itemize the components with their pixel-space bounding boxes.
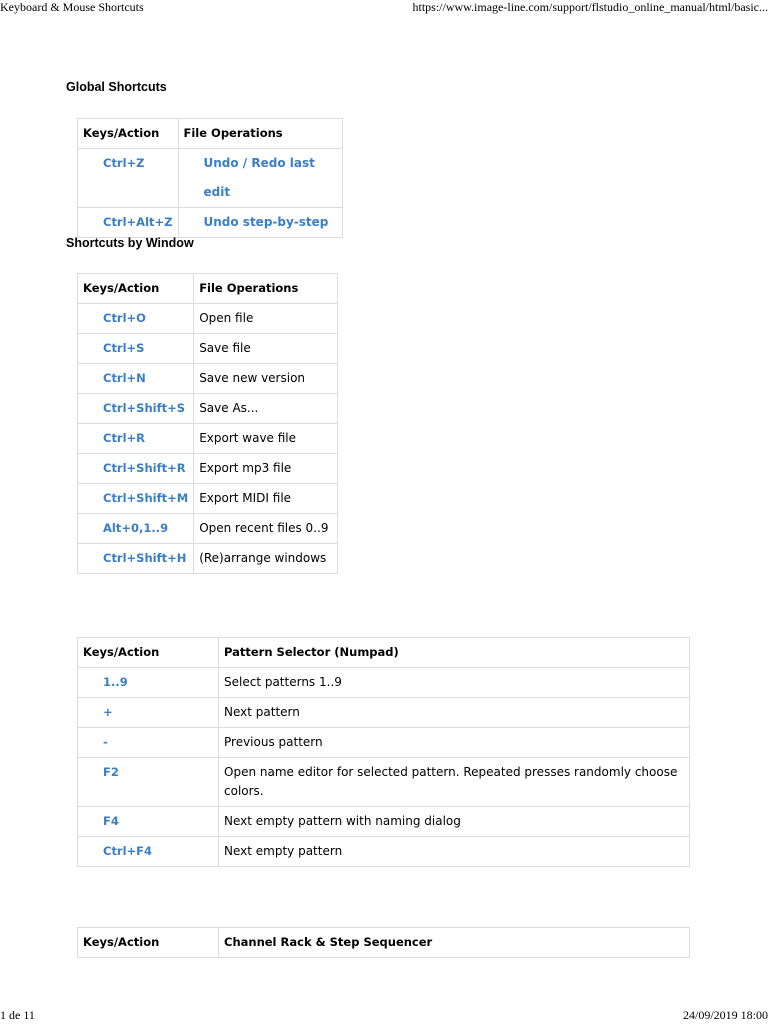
table-row	[78, 807, 690, 837]
pattern-selector-header: Pattern Selector (Numpad)	[219, 638, 690, 668]
table-row	[78, 364, 338, 394]
shortcut-key: Ctrl+Shift+S	[78, 394, 194, 424]
keys-action-header: Keys/Action	[78, 274, 194, 304]
table-row	[78, 668, 690, 698]
page-number: 1 de 11	[0, 1008, 35, 1022]
shortcut-action: Undo step-by-step	[178, 208, 343, 238]
table-row	[78, 424, 338, 454]
document-url[interactable]: https://www.image-line.com/support/flstudio_online_manual/html/basic...	[412, 0, 768, 14]
shortcut-action: Save new version	[194, 364, 338, 394]
shortcut-action: Export wave file	[194, 424, 338, 454]
table-header-row	[78, 119, 343, 149]
shortcut-action: Next empty pattern with naming dialog	[219, 807, 690, 837]
table-row	[78, 544, 338, 574]
shortcut-action: Open name editor for selected pattern. Repeated presses randomly choose colors.	[219, 758, 690, 807]
channel-rack-table	[77, 927, 690, 958]
table-row	[78, 728, 690, 758]
shortcut-key: Ctrl+F4	[78, 837, 219, 867]
shortcut-key: Ctrl+Z	[78, 149, 179, 208]
shortcut-key: Ctrl+Alt+Z	[78, 208, 179, 238]
shortcut-key: -	[78, 728, 219, 758]
shortcut-action: Undo / Redo last edit	[178, 149, 343, 208]
keys-action-header: Keys/Action	[78, 638, 219, 668]
shortcut-key: Ctrl+O	[78, 304, 194, 334]
global-shortcuts-heading: Global Shortcuts	[66, 80, 167, 94]
table-header-row	[78, 638, 690, 668]
shortcut-action: Open recent files 0..9	[194, 514, 338, 544]
shortcut-action: Next pattern	[219, 698, 690, 728]
table-row	[78, 394, 338, 424]
shortcut-key: Ctrl+Shift+M	[78, 484, 194, 514]
shortcut-action: Save file	[194, 334, 338, 364]
global-shortcuts-table	[77, 118, 343, 238]
shortcut-key: +	[78, 698, 219, 728]
shortcut-key: Ctrl+S	[78, 334, 194, 364]
shortcut-key: Ctrl+R	[78, 424, 194, 454]
table-row	[78, 334, 338, 364]
shortcut-action: (Re)arrange windows	[194, 544, 338, 574]
shortcut-key: F2	[78, 758, 219, 807]
pattern-selector-table	[77, 637, 690, 867]
shortcuts-by-window-heading: Shortcuts by Window	[66, 236, 194, 250]
table-header-row	[78, 274, 338, 304]
shortcut-key: Ctrl+Shift+H	[78, 544, 194, 574]
shortcut-key: Ctrl+Shift+R	[78, 454, 194, 484]
shortcut-key: F4	[78, 807, 219, 837]
table-row	[78, 208, 343, 238]
file-operations-table	[77, 273, 338, 574]
table-row	[78, 698, 690, 728]
channel-rack-header: Channel Rack & Step Sequencer	[219, 928, 690, 958]
keys-action-header: Keys/Action	[78, 119, 179, 149]
table-row	[78, 454, 338, 484]
document-title: Keyboard & Mouse Shortcuts	[0, 0, 144, 14]
shortcut-key: Alt+0,1..9	[78, 514, 194, 544]
shortcut-action: Open file	[194, 304, 338, 334]
table-row	[78, 484, 338, 514]
shortcut-action: Previous pattern	[219, 728, 690, 758]
table-row	[78, 304, 338, 334]
table-row	[78, 758, 690, 807]
shortcut-action: Export mp3 file	[194, 454, 338, 484]
file-operations-header: File Operations	[178, 119, 343, 149]
table-row	[78, 514, 338, 544]
shortcut-action: Save As...	[194, 394, 338, 424]
table-row	[78, 837, 690, 867]
shortcut-key: Ctrl+N	[78, 364, 194, 394]
shortcut-action: Export MIDI file	[194, 484, 338, 514]
print-datetime: 24/09/2019 18:00	[682, 1008, 768, 1022]
file-operations-header: File Operations	[194, 274, 338, 304]
shortcut-action: Select patterns 1..9	[219, 668, 690, 698]
shortcut-action: Next empty pattern	[219, 837, 690, 867]
keys-action-header: Keys/Action	[78, 928, 219, 958]
print-footer	[0, 1008, 768, 1024]
print-header	[0, 0, 768, 16]
shortcut-key: 1..9	[78, 668, 219, 698]
table-header-row	[78, 928, 690, 958]
table-row	[78, 149, 343, 208]
